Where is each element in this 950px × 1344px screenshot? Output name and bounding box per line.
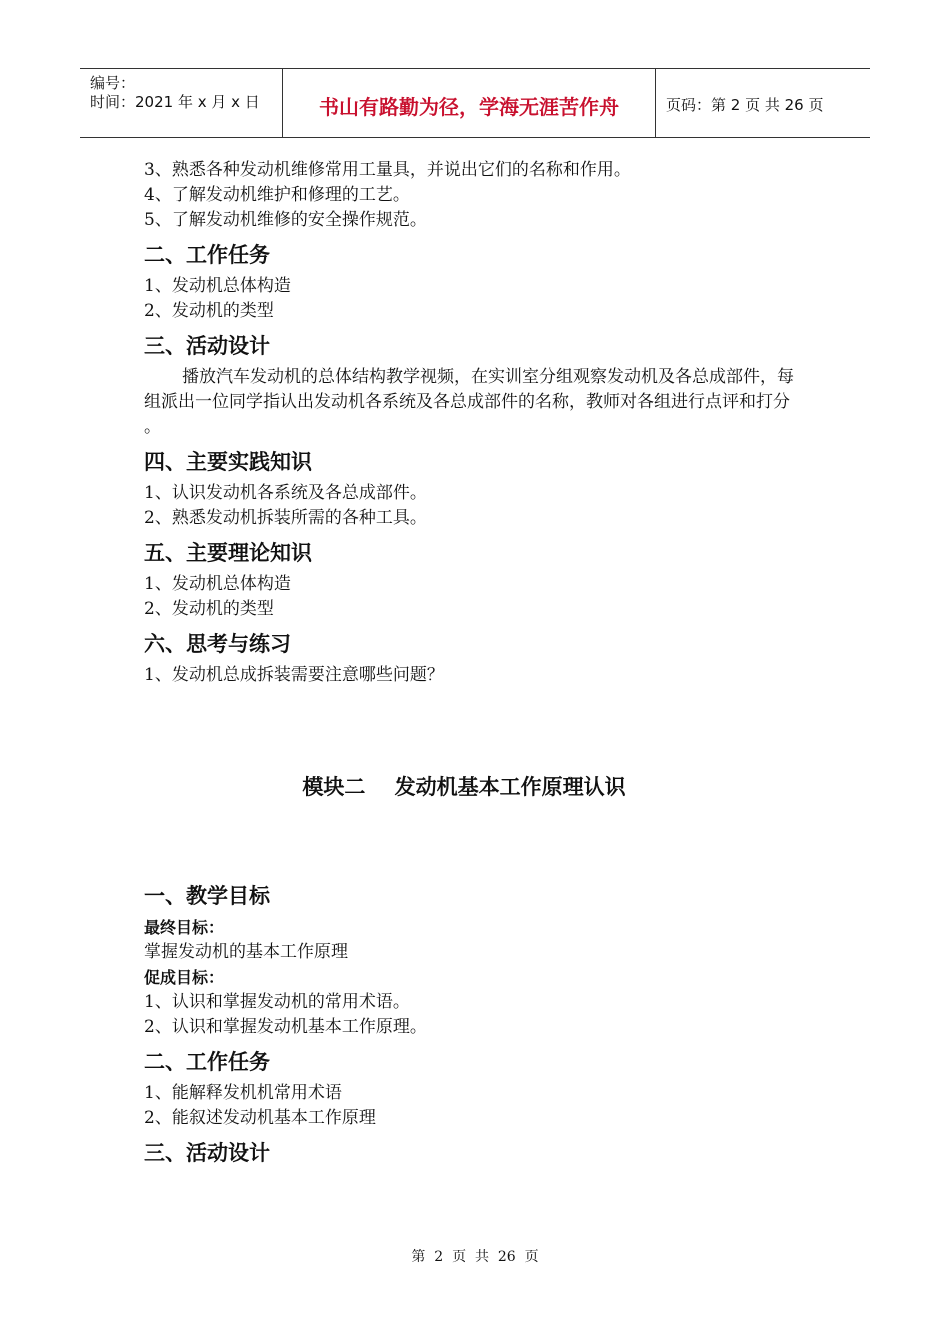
page-footer: 第 2 页 共 26 页 <box>411 1249 539 1265</box>
list-item: 1、发动机总成拆装需要注意哪些问题？ <box>144 665 444 685</box>
number-label: 编号： <box>90 74 136 92</box>
spacer <box>144 802 824 874</box>
section-heading-activity: 三、活动设计 <box>144 334 270 358</box>
list-item: 3、熟悉各种发动机维修常用工量具，并说出它们的名称和作用。 <box>144 160 631 180</box>
page-header <box>80 68 870 138</box>
list-item: 2、认识和掌握发动机基本工作原理。 <box>144 1017 427 1037</box>
list-item: 4、了解发动机维护和修理的工艺。 <box>144 185 410 205</box>
section-heading-practice: 四、主要实践知识 <box>144 450 312 474</box>
list-item: 2、能叙述发动机基本工作原理 <box>144 1108 376 1128</box>
date-label: 时间：2021 年 x 月 x 日 <box>90 93 260 111</box>
spacer <box>144 688 824 772</box>
list-item: 2、发动机的类型 <box>144 599 274 619</box>
list-item: 1、认识和掌握发动机的常用术语。 <box>144 992 410 1012</box>
motto-text: 书山有路勤为径，学海无涯苦作舟 <box>319 95 619 119</box>
module-title: 模块二 发动机基本工作原理认识 <box>302 775 626 799</box>
section-heading-goal: 一、教学目标 <box>144 884 270 908</box>
header-info-cell <box>80 69 283 137</box>
final-goal-text: 掌握发动机的基本工作原理 <box>144 942 348 962</box>
header-page-cell <box>656 69 870 137</box>
section-heading-theory: 五、主要理论知识 <box>144 541 312 565</box>
section-heading-task-2: 二、工作任务 <box>144 1050 270 1074</box>
list-item: 5、了解发动机维修的安全操作规范。 <box>144 210 427 230</box>
document-body <box>144 158 824 1172</box>
list-item: 1、发动机总体构造 <box>144 574 291 594</box>
activity-paragraph: 播放汽车发动机的总体结构教学视频，在实训室分组观察发动机及各总成部件，每组派出一位同学指认出发动机各系统及各总成部件的名称，教师对各组进行点评和打分 。 <box>144 367 794 437</box>
header-motto-cell <box>283 69 656 137</box>
final-goal-label: 最终目标： <box>144 918 225 937</box>
section-heading-exercise: 六、思考与练习 <box>144 632 291 656</box>
list-item: 1、能解释发机机常用术语 <box>144 1083 342 1103</box>
section-heading-activity-2: 三、活动设计 <box>144 1141 270 1165</box>
list-item: 1、认识发动机各系统及各总成部件。 <box>144 483 427 503</box>
enabling-goal-label: 促成目标： <box>144 968 225 987</box>
list-item: 2、发动机的类型 <box>144 301 274 321</box>
list-item: 1、发动机总体构造 <box>144 276 291 296</box>
page-label: 页码：第 2 页 共 26 页 <box>666 96 824 114</box>
list-item: 2、熟悉发动机拆装所需的各种工具。 <box>144 508 427 528</box>
section-heading-task: 二、工作任务 <box>144 243 270 267</box>
